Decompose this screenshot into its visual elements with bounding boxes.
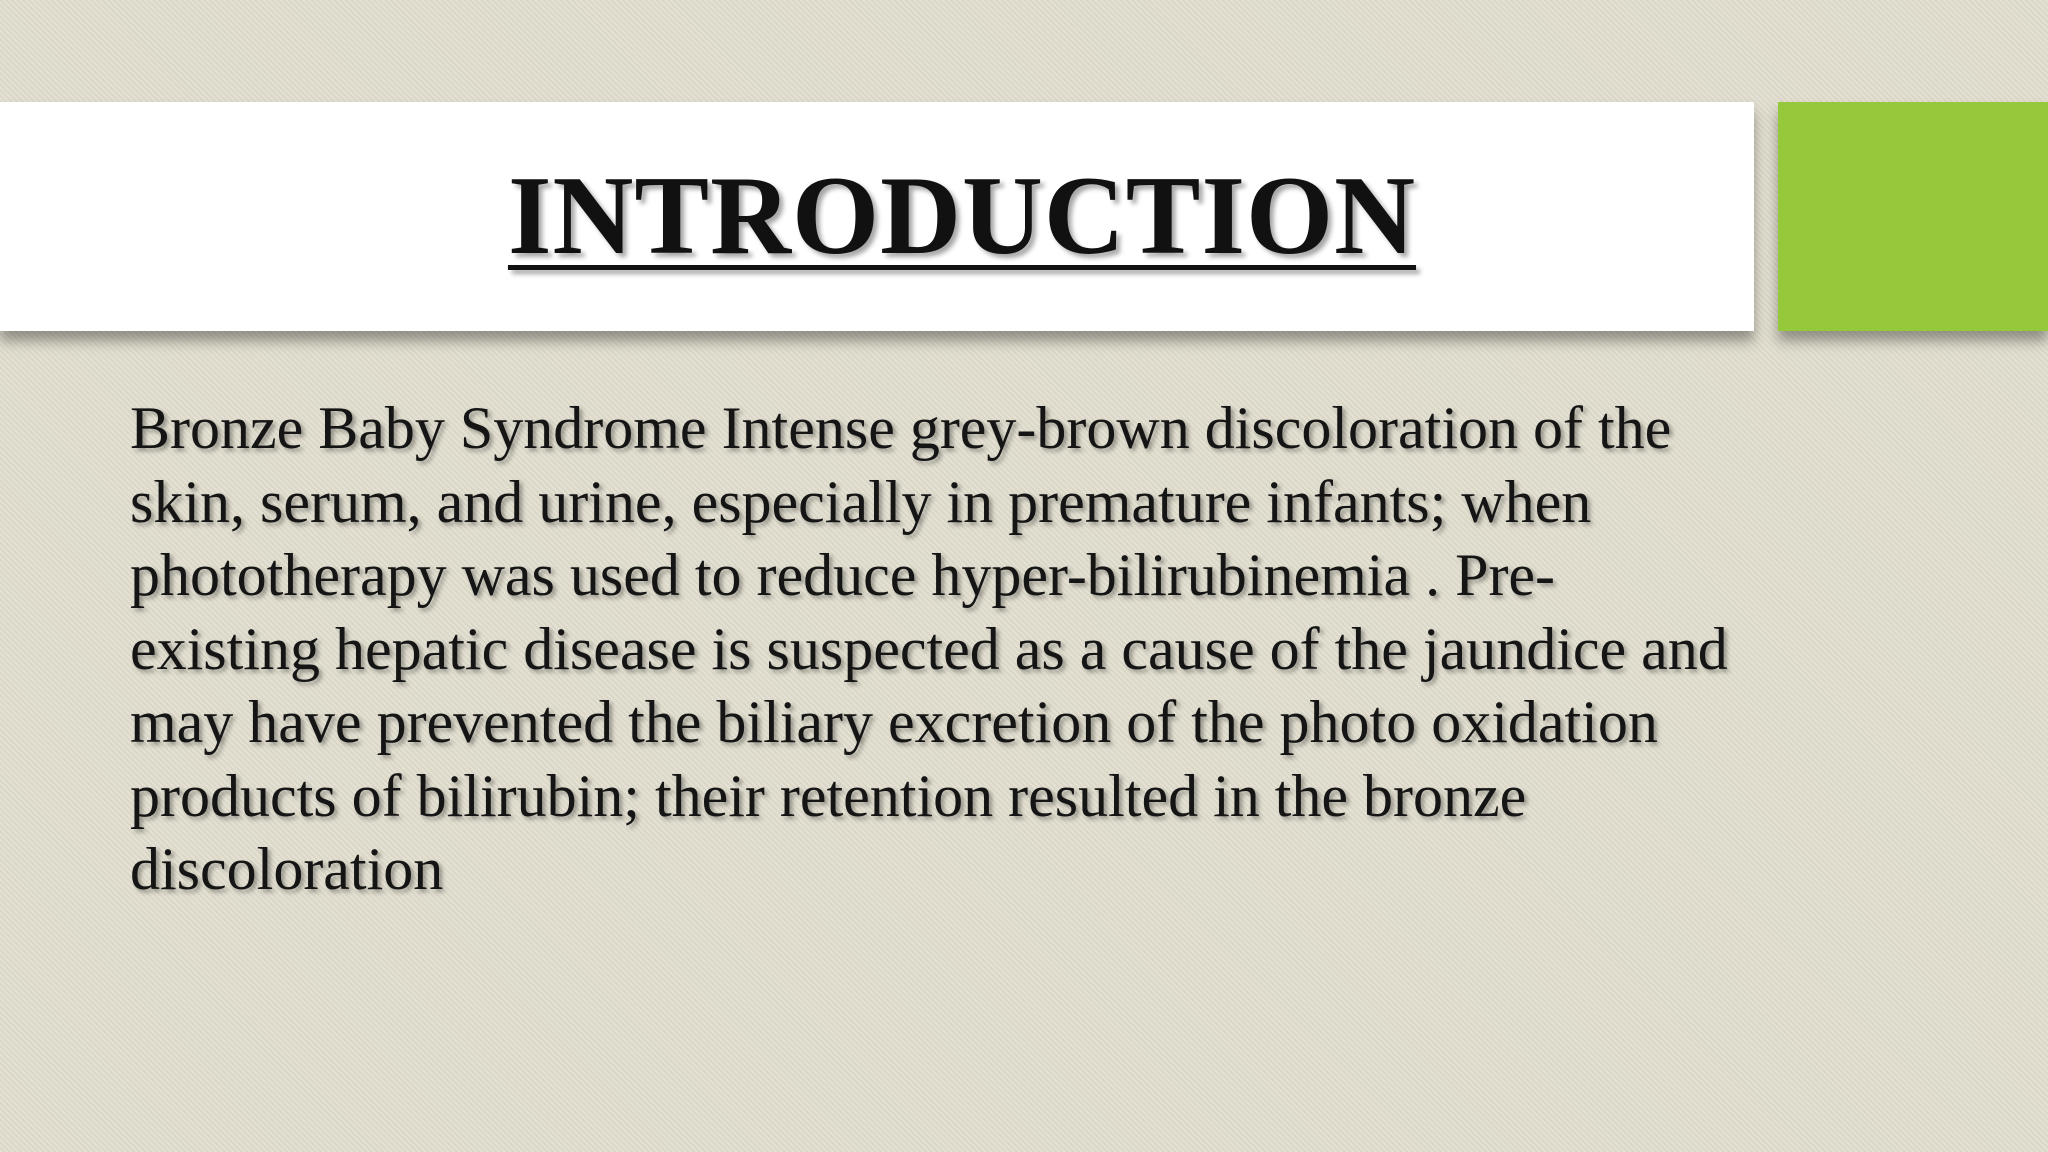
title-band	[0, 102, 1754, 331]
accent-block	[1778, 102, 2048, 331]
slide-title: INTRODUCTION	[507, 154, 1417, 278]
slide-body-text: Bronze Baby Syndrome Intense grey-brown discoloration of the skin, serum, and urine, especially in premature infants; when phototherapy was used to reduce hyper-bilirubinemia . Pre-existing hepatic disease is suspected as a cause of the jaundice and may have prevented the biliary excretion of the photo oxidation products of bilirubin; their retention resulted in the bronze discoloration	[130, 395, 1728, 902]
